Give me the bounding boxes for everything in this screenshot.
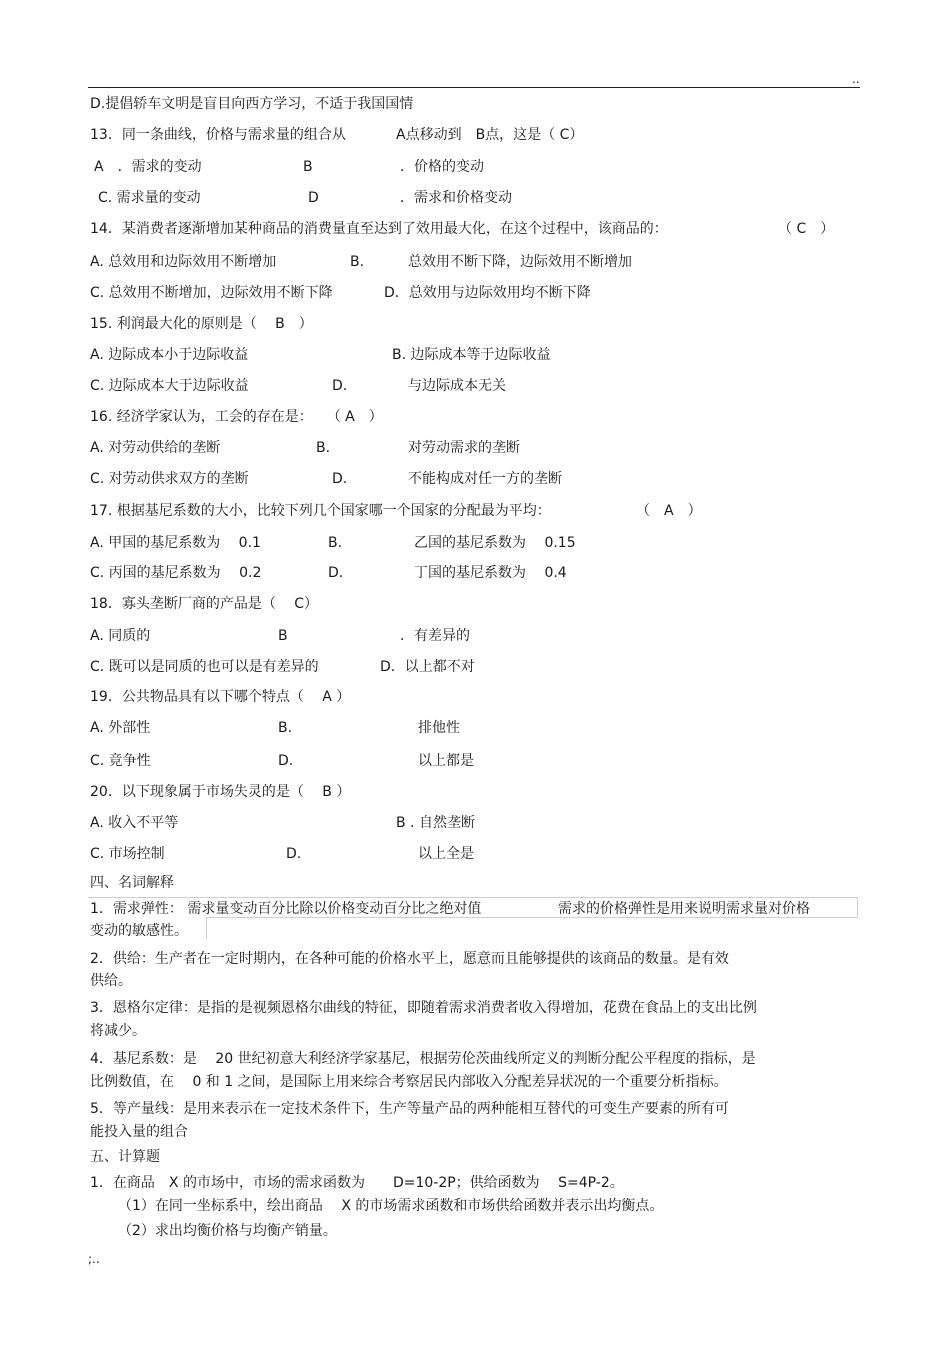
definition3-line1: 3．恩格尔定律：是指的是视频恩格尔曲线的特征，即随着需求消费者收入得增加，花费在食品上的支出比例 <box>90 1000 757 1016</box>
q19-option-c: C. 竞争性 <box>90 753 151 769</box>
q19-option-a: A. 外部性 <box>90 720 151 736</box>
q13-option-d-letter: D <box>308 190 319 206</box>
q14-stem: 14．某消费者逐渐增加某种商品的消费量直至达到了效用最大化，在这个过程中，该商品的： <box>90 221 668 237</box>
q20-stem: 20．以下现象属于市场失灵的是（ B ） <box>90 784 351 800</box>
definition1-box-right <box>857 897 858 917</box>
q20-option-b: B . 自然垄断 <box>396 815 475 831</box>
q15-stem: 15. 利润最大化的原则是（ B ） <box>90 316 313 332</box>
q16-option-b: 对劳动需求的垄断 <box>408 440 520 456</box>
q19-option-d: 以上都是 <box>418 753 474 769</box>
q20-option-a: A. 收入不平等 <box>90 815 179 831</box>
section4-title: 四、名词解释 <box>90 875 174 891</box>
definition4-line1: 4．基尼系数：是 20 世纪初意大利经济学家基尼，根据劳伦茨曲线所定义的判断分配公平程度的指标，是 <box>90 1051 756 1067</box>
q20-option-c: C. 市场控制 <box>90 846 165 862</box>
definition1-line2: 变动的敏感性。 <box>90 923 188 939</box>
q14-option-a: A. 总效用和边际效用不断增加 <box>90 254 277 270</box>
q14-option-c: C. 总效用不断增加，边际效用不断下降 <box>90 285 333 301</box>
q17-option-c: C. 丙国的基尼系数为 0.2 <box>90 565 262 581</box>
q13-option-a: A ．需求的变动 <box>94 159 202 175</box>
q13-stem: 13．同一条曲线，价格与需求量的组合从 <box>90 127 346 143</box>
header-mark: .. <box>852 72 860 86</box>
q16-option-c: C. 对劳动供求双方的垄断 <box>90 471 249 487</box>
q18-option-a: A. 同质的 <box>90 628 151 644</box>
q18-option-c: C. 既可以是同质的也可以是有差异的 <box>90 659 319 675</box>
problem1-part2: （2）求出均衡价格与均衡产销量。 <box>118 1223 337 1239</box>
definition1-line1: 1．需求弹性： 需求量变动百分比除以价格变动百分比之绝对值 <box>90 901 482 917</box>
problem1-part1: （1）在同一坐标系中，绘出商品 X 的市场需求函数和市场供给函数并表示出均衡点。 <box>118 1198 664 1214</box>
q20-option-d: 以上全是 <box>418 846 474 862</box>
definition5-line1: 5．等产量线：是用来表示在一定技术条件下，生产等量产品的两种能相互替代的可变生产要素的所有可 <box>90 1101 729 1117</box>
definition1-box-top <box>88 897 858 898</box>
q17-option-d-letter: D. <box>328 565 344 581</box>
q17-option-d: 丁国的基尼系数为 0.4 <box>414 565 567 581</box>
q14-answer: （ C ） <box>778 221 835 237</box>
q19-option-b: 排他性 <box>418 720 460 736</box>
q13-option-d: ．需求和价格变动 <box>400 190 512 206</box>
q19-option-b-letter: B. <box>278 720 293 736</box>
definition1-line1-cont: 需求的价格弹性是用来说明需求量对价格 <box>558 901 810 917</box>
definition1-box-notch <box>206 917 207 939</box>
q18-option-b-letter: B <box>278 628 288 644</box>
section5-title: 五、计算题 <box>90 1149 160 1165</box>
q15-option-a: A. 边际成本小于边际收益 <box>90 347 249 363</box>
q17-option-b-letter: B. <box>328 535 343 551</box>
q18-stem: 18．寡头垄断厂商的产品是（ C） <box>90 596 319 612</box>
q18-option-b: ．有差异的 <box>400 628 470 644</box>
definition2-line2: 供给。 <box>90 973 132 989</box>
q17-answer: （ A ） <box>636 503 702 519</box>
q17-option-b: 乙国的基尼系数为 0.15 <box>414 535 576 551</box>
q13-option-b: ．价格的变动 <box>400 159 484 175</box>
q15-option-d-letter: D. <box>332 378 348 394</box>
q17-option-a: A. 甲国的基尼系数为 0.1 <box>90 535 261 551</box>
q16-option-d: 不能构成对任一方的垄断 <box>408 471 562 487</box>
q12-option-d: D.提倡轿车文明是盲目向西方学习，不适于我国国情 <box>90 96 414 112</box>
q14-option-b-letter: B. <box>350 254 365 270</box>
q15-option-c: C. 边际成本大于边际收益 <box>90 378 249 394</box>
q13-stem-cont: A点移动到 B点，这是（ C） <box>396 127 584 143</box>
definition3-line2: 将减少。 <box>90 1023 146 1039</box>
q13-option-b-letter: B <box>303 159 313 175</box>
q18-option-d: D．以上都不对 <box>380 659 475 675</box>
q19-option-d-letter: D. <box>278 753 294 769</box>
q17-stem: 17. 根据基尼系数的大小，比较下列几个国家哪一个国家的分配最为平均： <box>90 503 551 519</box>
header-rule <box>88 87 860 88</box>
q16-option-a: A. 对劳动供给的垄断 <box>90 440 221 456</box>
footer-mark: ;.. <box>88 1252 100 1266</box>
q14-option-b: 总效用不断下降，边际效用不断增加 <box>408 254 632 270</box>
q16-option-d-letter: D. <box>332 471 348 487</box>
definition4-line2: 比例数值，在 0 和 1 之间，是国际上用来综合考察居民内部收入分配差异状况的一个重要分析指标。 <box>90 1074 728 1090</box>
definition2-line1: 2．供给：生产者在一定时期内，在各种可能的价格水平上，愿意而且能够提供的该商品的数量。是有效 <box>90 951 729 967</box>
q16-stem: 16. 经济学家认为，工会的存在是： （ A ） <box>90 409 383 425</box>
q13-option-c: C. 需求量的变动 <box>98 190 201 206</box>
q19-stem: 19．公共物品具有以下哪个特点（ A ） <box>90 689 351 705</box>
q14-option-d: D．总效用与边际效用均不断下降 <box>384 285 591 301</box>
q15-option-b: B. 边际成本等于边际收益 <box>392 347 551 363</box>
q16-option-b-letter: B. <box>316 440 331 456</box>
q15-option-d: 与边际成本无关 <box>408 378 506 394</box>
q20-option-d-letter: D. <box>286 846 302 862</box>
definition5-line2: 能投入量的组合 <box>90 1124 188 1140</box>
problem1-stem: 1．在商品 X 的市场中，市场的需求函数为 D=10-2P；供给函数为 S=4P-2。 <box>90 1175 624 1191</box>
